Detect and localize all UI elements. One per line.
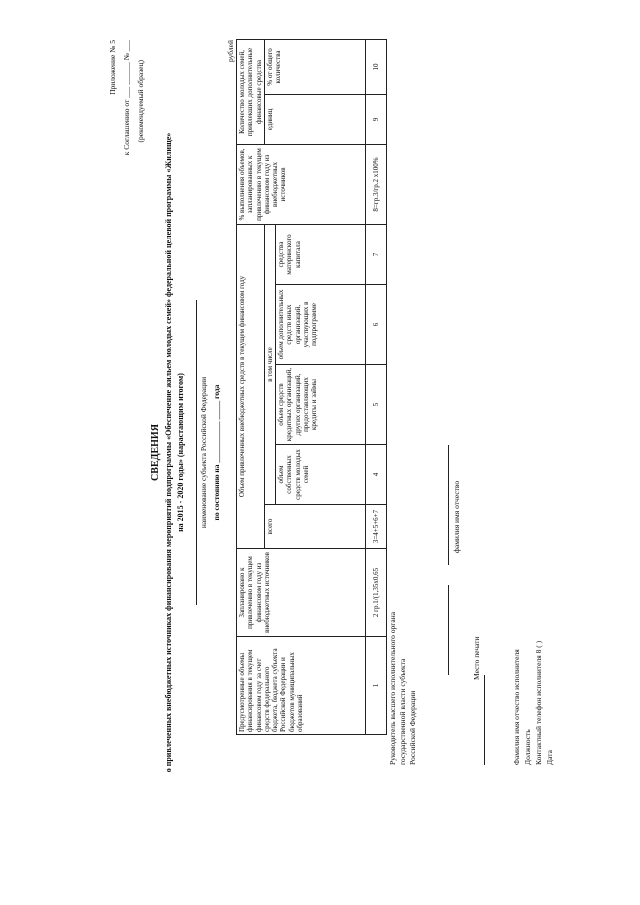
- header-col-other-funds: объем дополнительных средств иных организаций, участвующих в подпрограмме: [276, 285, 366, 365]
- cell-num-3: 3=4+5+6+7: [366, 505, 387, 549]
- subject-name-line: [196, 300, 197, 605]
- document-title: СВЕДЕНИЯ: [150, 424, 161, 481]
- header-col-total: всего: [264, 505, 365, 549]
- cell-num-5: 5: [366, 365, 387, 445]
- header-col-percent-fulfilment: % выполнения объемов, запланированных к привлечению в текущем финансовом году из внебюджетных источников: [237, 144, 366, 224]
- appendix-number: Приложение № 5: [108, 40, 117, 95]
- executor-position: Должность: [523, 729, 532, 765]
- stamp-place: Место печати: [472, 636, 481, 680]
- cell-num-8: 8=гр.3/гр.2 x100%: [366, 144, 387, 224]
- report-date: Дата: [545, 750, 554, 765]
- document-subtitle: о привлеченных внебюджетных источниках финансирования мероприятий подпрограммы «Обеспечение жильем молодых семей» федеральной целевой программы «Жилище»: [164, 132, 173, 773]
- cell-num-2: 2 гр.1/(1,35x0,65: [366, 549, 387, 637]
- head-title-line3: Российской Федерации: [408, 690, 417, 765]
- sample-note: (рекомендуемый образец): [136, 60, 145, 143]
- header-col-planned: Запланировано к привлечению в текущем финансовом году из внебюджетных источников: [237, 549, 366, 637]
- header-col-units: единиц: [264, 94, 365, 144]
- table-row: [366, 39, 387, 734]
- header-col-percent-total: % от общего количества: [264, 39, 365, 94]
- cell-num-6: 6: [366, 285, 387, 365]
- header-group-extra-funds: Объем привлеченных внебюджетных средств в текущем финансовом году: [237, 224, 265, 548]
- header-including: в том числе: [264, 224, 275, 504]
- cell-num-9: 9: [366, 94, 387, 144]
- header-col-maternity-capital: средства материнского капитала: [276, 224, 366, 284]
- executor-phone: Контактный телефон исполнителя 8 ( ): [534, 640, 543, 765]
- fio-caption: фамилия имя отчество: [452, 480, 461, 553]
- header-group-families: Количество молодых семей, привлекших дополнительные финансовые средства: [237, 39, 265, 144]
- cell-num-1: 1: [366, 637, 387, 735]
- agreement-reference: к Соглашению от ___ ______ № ___: [122, 40, 131, 156]
- header-col-credit-funds: объем средств кредитных организаций, других организаций, предоставляющих кредиты и займы: [276, 365, 366, 445]
- head-title-line2: государственной власти субъекта: [398, 658, 407, 765]
- as-of-date: по состоянию на ___________ _____ года: [212, 384, 221, 521]
- fio-line: [448, 445, 449, 565]
- cell-num-4: 4: [366, 445, 387, 505]
- units-label: рублей: [226, 40, 235, 63]
- subject-caption: наименование субъекта Российской Федерации: [199, 376, 208, 529]
- executor-name: Фамилия имя отчество исполнителя: [512, 649, 521, 765]
- data-table: [236, 39, 387, 735]
- header-col-budget-volume: Предусмотренные объемы финансирования в текущем финансовом году за счет средств федерального бюджета, бюджета субъекта Российской Федерации и бюджетов муниципальных образований: [237, 637, 366, 735]
- cell-num-7: 7: [366, 224, 387, 284]
- document-subtitle-period: на 2015 - 2020 годы» (нарастающим итогом): [176, 373, 185, 532]
- signature-line: [448, 585, 449, 675]
- cell-num-10: 10: [366, 39, 387, 94]
- header-col-own-funds: объем собственных средств молодых семей: [276, 445, 366, 505]
- stamp-line: [484, 675, 485, 765]
- head-title-line1: Руководитель высшего исполнительного органа: [388, 611, 397, 765]
